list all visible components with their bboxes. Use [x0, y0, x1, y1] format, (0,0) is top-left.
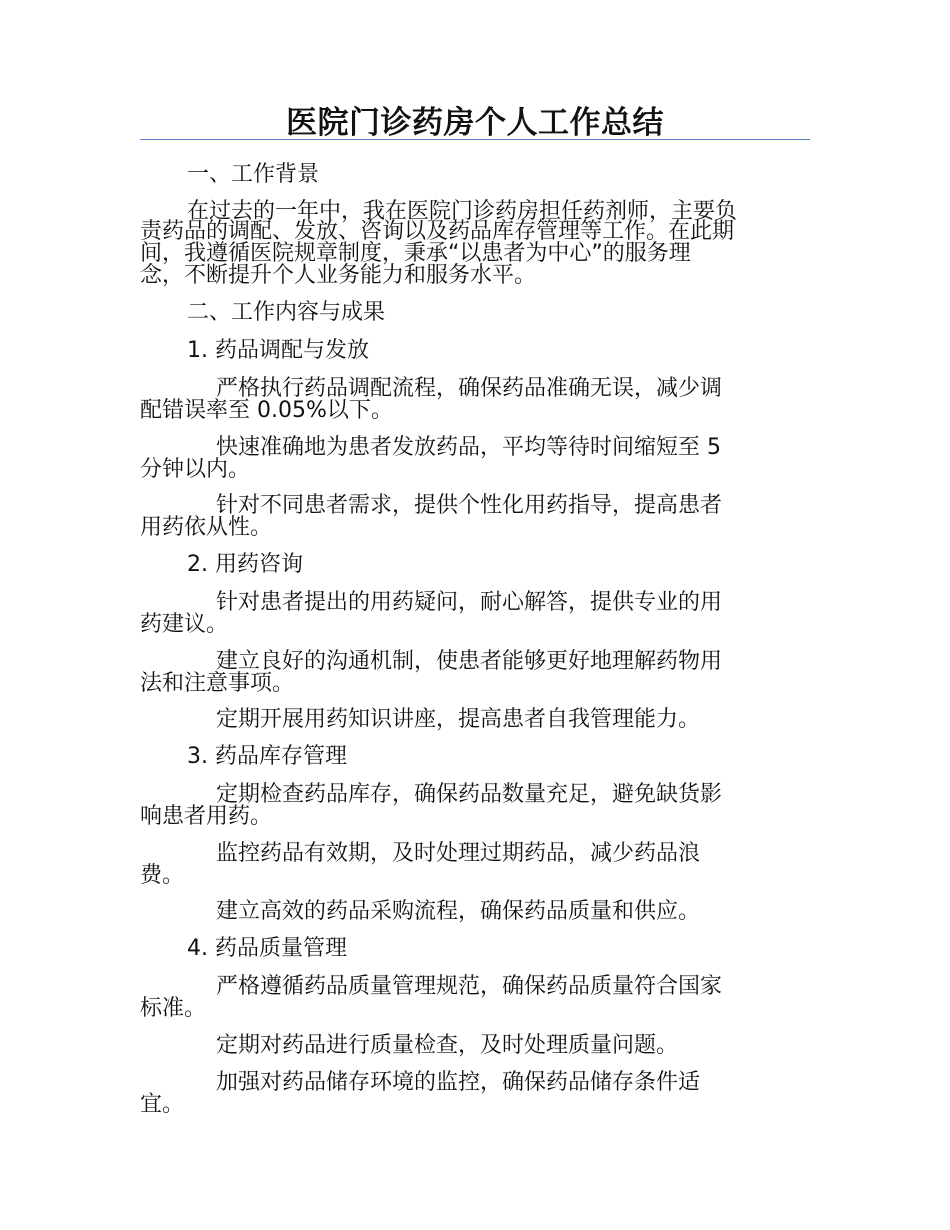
- inventory-item-3-line-1: 建立高效的药品采购流程，确保药品质量和供应。: [216, 899, 701, 924]
- consultation-item-1-line-2: 药建议。: [140, 612, 229, 637]
- inventory-item-2-line-1: 监控药品有效期，及时处理过期药品，减少药品浪: [216, 841, 701, 866]
- section-heading-background: 一、工作背景: [187, 162, 320, 187]
- dispensing-item-3-line-2: 用药依从性。: [140, 515, 273, 540]
- dispensing-item-1-line-2: 配错误率至 0.05%以下。: [140, 398, 393, 423]
- quality-item-3-line-2: 宜。: [140, 1092, 185, 1117]
- background-para-line-4: 念，不断提升个人业务能力和服务水平。: [140, 263, 537, 288]
- quality-item-2-line-1: 定期对药品进行质量检查，及时处理质量问题。: [216, 1033, 679, 1058]
- dispensing-item-2-line-1: 快速准确地为患者发放药品，平均等待时间缩短至 5: [216, 435, 721, 460]
- quality-item-1-line-1: 严格遵循药品质量管理规范，确保药品质量符合国家: [216, 974, 723, 999]
- background-para-line-3: 间，我遵循医院规章制度，秉承“以患者为中心”的服务理: [140, 241, 691, 266]
- quality-item-1-line-2: 标准。: [140, 996, 207, 1021]
- consultation-item-1-line-1: 针对患者提出的用药疑问，耐心解答，提供专业的用: [216, 590, 723, 615]
- consultation-item-2-line-2: 法和注意事项。: [140, 671, 295, 696]
- subheading-quality: 4. 药品质量管理: [187, 936, 347, 961]
- background-para-line-2: 责药品的调配、发放、咨询以及药品库存管理等工作。在此期: [140, 219, 735, 244]
- quality-item-3-line-1: 加强对药品储存环境的监控，确保药品储存条件适: [216, 1070, 701, 1095]
- subheading-consultation: 2. 用药咨询: [187, 552, 303, 577]
- background-para-line-1: 在过去的一年中，我在医院门诊药房担任药剂师，主要负: [187, 199, 738, 224]
- section-heading-work-content: 二、工作内容与成果: [187, 300, 386, 325]
- inventory-item-1-line-2: 响患者用药。: [140, 804, 273, 829]
- dispensing-item-2-line-2: 分钟以内。: [140, 457, 251, 482]
- subheading-dispensing: 1. 药品调配与发放: [187, 338, 369, 363]
- page-title: 医院门诊药房个人工作总结: [286, 105, 664, 141]
- dispensing-item-1-line-1: 严格执行药品调配流程，确保药品准确无误，减少调: [216, 376, 723, 401]
- inventory-item-1-line-1: 定期检查药品库存，确保药品数量充足，避免缺货影: [216, 782, 723, 807]
- subheading-inventory: 3. 药品库存管理: [187, 744, 347, 769]
- consultation-item-2-line-1: 建立良好的沟通机制，使患者能够更好地理解药物用: [216, 649, 723, 674]
- inventory-item-2-line-2: 费。: [140, 863, 185, 888]
- consultation-item-3-line-1: 定期开展用药知识讲座，提高患者自我管理能力。: [216, 707, 701, 732]
- dispensing-item-3-line-1: 针对不同患者需求，提供个性化用药指导，提高患者: [216, 493, 723, 518]
- title-underline: [140, 139, 810, 140]
